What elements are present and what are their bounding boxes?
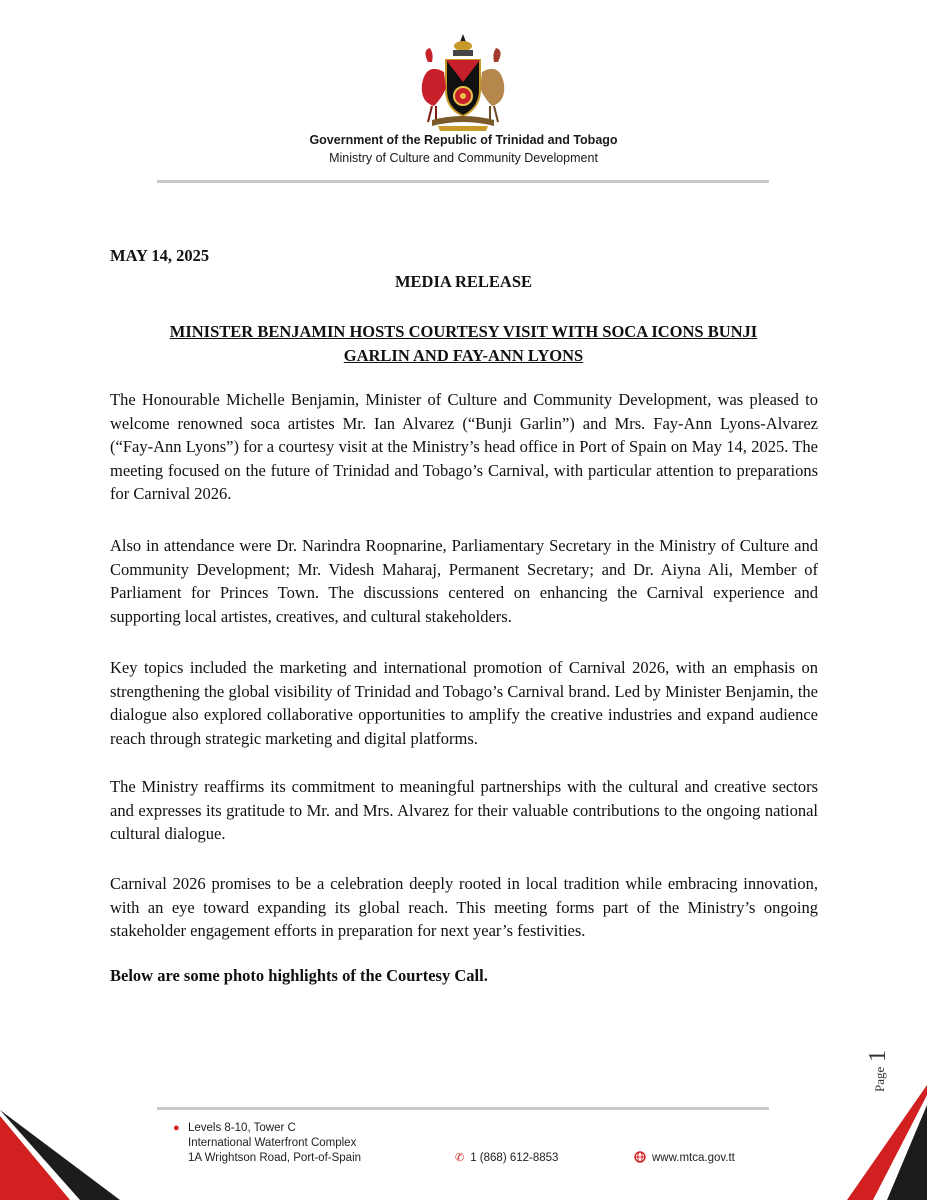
release-date: MAY 14, 2025 xyxy=(110,246,210,265)
header-divider xyxy=(157,180,769,183)
address-line-3: 1A Wrightson Road, Port-of-Spain xyxy=(188,1152,362,1164)
corner-decoration-right xyxy=(807,1085,927,1200)
body-paragraph-5: Carnival 2026 promises to be a celebration deeply rooted in local tradition while embracing innovation, with an eye toward expanding its global reach. This meeting forms part of the Ministry’s ongoing stakeholder engagement efforts in preparation for next year’s festivities. xyxy=(110,874,818,940)
globe-icon xyxy=(634,1151,646,1163)
corner-decoration-left xyxy=(0,1110,120,1200)
location-pin-icon: ● xyxy=(173,1122,180,1134)
body-paragraph-2: Also in attendance were Dr. Narindra Roopnarine, Parliamentary Secretary in the Ministry of Culture and Community Development; Mr. Videsh Maharaj, Permanent Secretary; and Dr. Aiyna Ali, Member of Parliament for Princes Town. The discussions centered on enhancing the Carnival experience and supporting local artistes, creatives, and cultural stakeholders. xyxy=(110,536,818,626)
headline xyxy=(110,320,817,368)
page-label: Page xyxy=(872,1066,887,1092)
government-name: Government of the Republic of Trinidad and Tobago xyxy=(309,133,618,147)
headline-line-1: MINISTER BENJAMIN HOSTS COURTESY VISIT WITH SOCA ICONS BUNJI xyxy=(169,322,758,341)
closing-note: Below are some photo highlights of the Courtesy Call. xyxy=(110,966,488,985)
body-paragraph-1: The Honourable Michelle Benjamin, Minister of Culture and Community Development, was pleased to welcome renowned soca artistes Mr. Ian Alvarez (“Bunji Garlin”) and Mrs. Fay-Ann Lyons-Alvarez (“Fay-Ann Lyons”) for a courtesy visit at the Ministry’s head office in Port of Spain on May 14, 2025. The meeting focused on the future of Trinidad and Tobago’s Carnival, with particular attention to preparations for Carnival 2026. xyxy=(110,390,818,503)
phone-number: 1 (868) 612-8853 xyxy=(470,1152,559,1164)
ministry-name: Ministry of Culture and Community Development xyxy=(329,151,598,165)
footer-website[interactable] xyxy=(634,1151,735,1166)
body-paragraph-4: The Ministry reaffirms its commitment to meaningful partnerships with the cultural and creative sectors and expresses its gratitude to Mr. and Mrs. Alvarez for their valuable contributions to the ongoing national cultural dialogue. xyxy=(110,777,818,843)
headline-line-2: GARLIN AND FAY-ANN LYONS xyxy=(343,346,584,365)
address-line-2: International Waterfront Complex xyxy=(188,1137,357,1149)
website-link[interactable]: www.mtca.gov.tt xyxy=(652,1152,735,1164)
phone-icon: ✆ xyxy=(455,1152,465,1164)
coat-of-arms-emblem xyxy=(408,32,518,132)
footer-phone xyxy=(455,1151,558,1166)
body-paragraph-3: Key topics included the marketing and international promotion of Carnival 2026, with an emphasis on strengthening the global visibility of Trinidad and Tobago’s Carnival brand. Led by Minister Benjamin, the dialogue also explored collaborative opportunities to amplify the creative industries and expand audience reach through strategic marketing and digital platforms. xyxy=(110,658,818,748)
footer-address xyxy=(173,1121,362,1166)
page-number: 1 xyxy=(865,1050,891,1062)
address-line-1: Levels 8-10, Tower C xyxy=(188,1122,296,1134)
release-type: MEDIA RELEASE xyxy=(394,272,533,291)
footer-divider xyxy=(157,1107,769,1110)
